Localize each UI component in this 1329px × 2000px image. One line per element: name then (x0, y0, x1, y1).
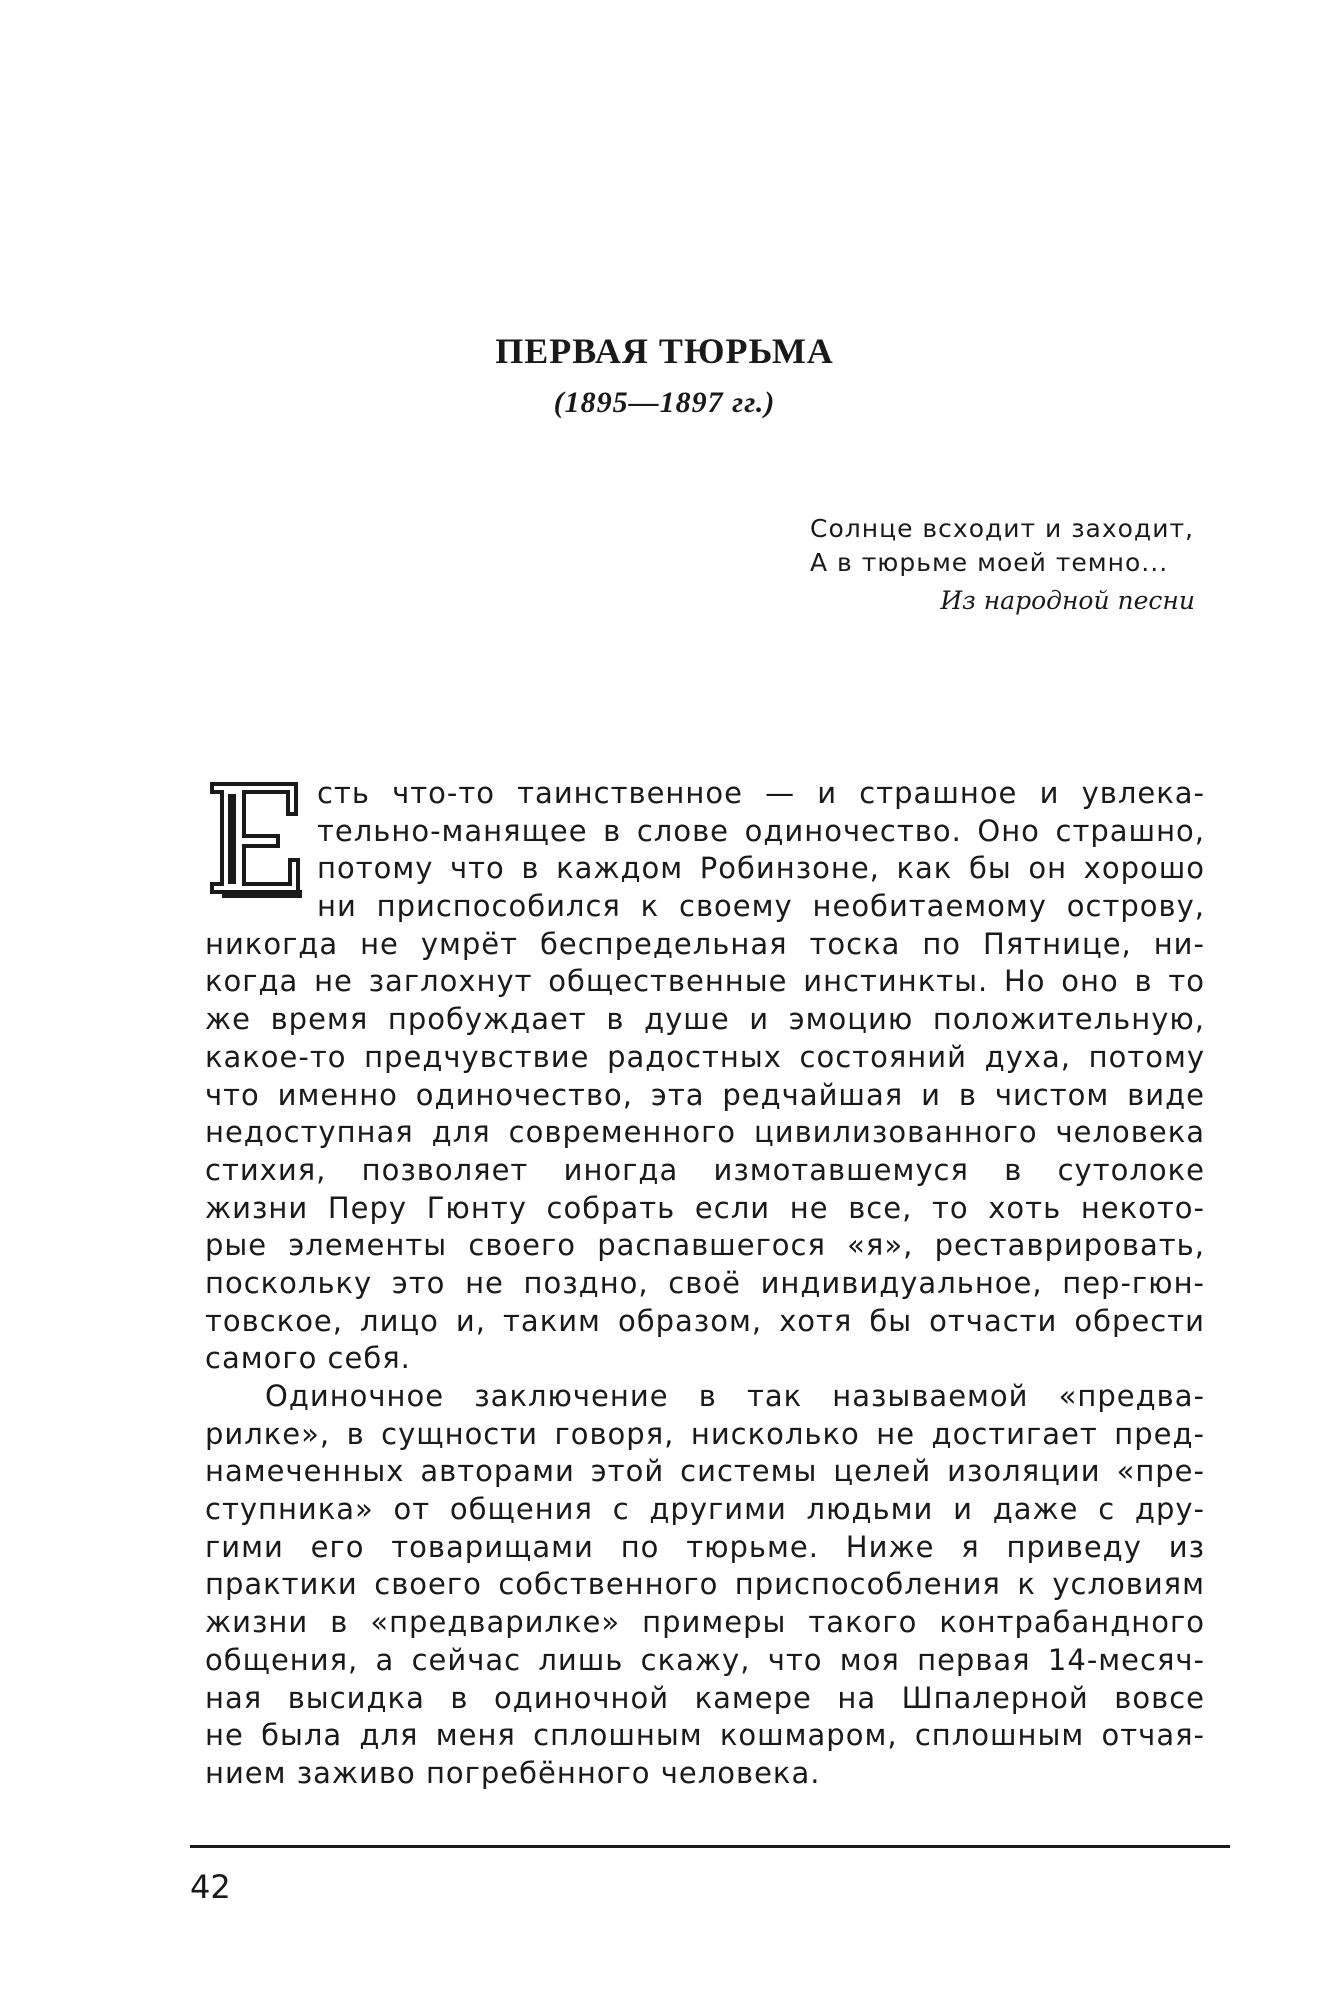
epigraph-line: Солнце всходит и заходит, (810, 514, 1194, 543)
text-line: ная высидка в одиночной камере на Шпалерной вовсе (205, 1680, 1205, 1715)
text-line: потому что в каждом Робинзоне, как бы он хорошо (317, 851, 1205, 886)
text-line: поскольку это не поздно, своё индивидуальное, пер-гюн- (205, 1265, 1205, 1300)
text-line: никогда не умрёт беспредельная тоска по Пятнице, ни- (205, 926, 1205, 961)
text-line: что именно одиночество, эта редчайшая и в чистом виде (205, 1077, 1205, 1112)
chapter-years: (1895—1897 гг.) (553, 386, 776, 419)
text-line: товское, лицо и, таким образом, хотя бы отчасти обрести (205, 1303, 1205, 1338)
text-line: же время пробуждает в душе и эмоцию положительную, (205, 1002, 1205, 1037)
text-line: рые элементы своего распавшегося «я», реставрировать, (205, 1228, 1205, 1263)
text-line: недоступная для современного цивилизованного человека (205, 1115, 1205, 1150)
drop-cap-letter: Е (259, 868, 261, 869)
text-line: общения, а сейчас лишь скажу, что моя первая 14-месяч- (205, 1642, 1205, 1677)
text-line: тельно-манящее в слове одиночество. Оно страшно, (317, 813, 1205, 848)
text-line: какое-то предчувствие радостных состояний духа, потому (205, 1039, 1205, 1074)
text-line: сть что-то таинственное — и страшное и увлека- (317, 776, 1205, 810)
text-line: практики своего собственного приспособления к условиям (205, 1567, 1205, 1602)
text-line: нием заживо погребённого человека. (205, 1755, 821, 1790)
text-line: ни приспособился к своему необитаемому острову, (317, 889, 1205, 924)
text-line: Одиночное заключение в так называемой «предва- (265, 1379, 1205, 1413)
paragraph-2 (205, 1378, 1205, 1793)
chapter-title: ПЕРВАЯ ТЮРЬМА (495, 331, 834, 371)
text-line: стихия, позволяет иногда измотавшемуся в сутолоке (205, 1152, 1205, 1187)
text-line: самого себя. (205, 1341, 411, 1376)
text-line: жизни Перу Гюнту собрать если не все, то хоть некото- (205, 1190, 1205, 1225)
epigraph (810, 512, 1200, 618)
text-line: жизни в «предварилке» примеры такого контрабандного (205, 1605, 1205, 1640)
text-line: когда не заглохнут общественные инстинкты. Но оно в то (205, 964, 1205, 999)
footer-rule (190, 1845, 1230, 1848)
text-line: намеченных авторами этой системы целей изоляции «пре- (205, 1454, 1205, 1489)
paragraph-1 (205, 775, 1205, 1378)
text-line: рилке», в сущности говоря, нисколько не достигает пред- (205, 1416, 1205, 1451)
epigraph-line: А в тюрьме моей темно... (810, 548, 1169, 577)
page-number: 42 (190, 1868, 231, 1906)
epigraph-source: Из народной песни (940, 586, 1195, 615)
text-line: гими его товарищами по тюрьме. Ниже я приведу из (205, 1529, 1205, 1564)
text-line: не была для меня сплошным кошмаром, сплошным отчая- (205, 1718, 1205, 1753)
body-text (205, 775, 1205, 1793)
text-line: ступника» от общения с другими людьми и даже с дру- (205, 1492, 1205, 1527)
